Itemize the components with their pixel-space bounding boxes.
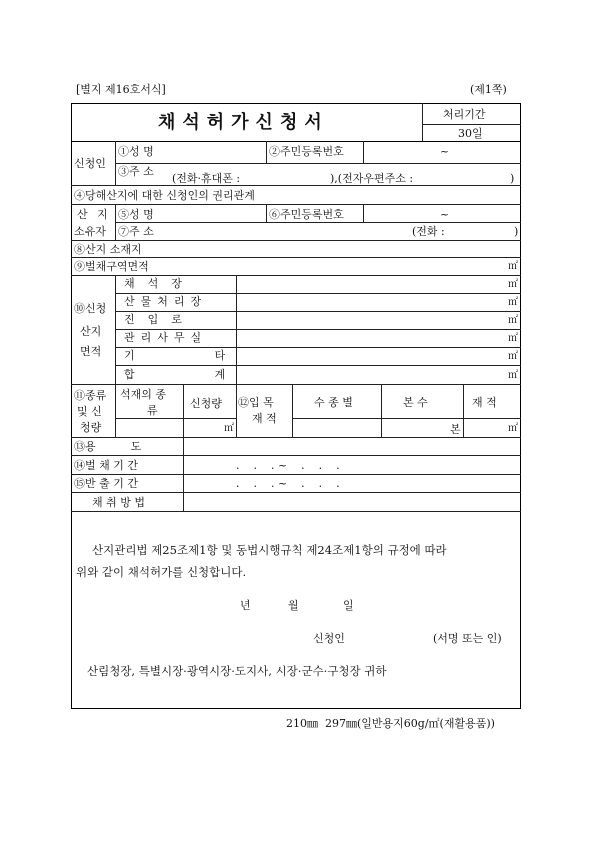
owner-address-label: ⑦주 소 bbox=[118, 225, 154, 238]
carry-period-value: . . . ~ . . . bbox=[236, 477, 340, 490]
area-item-processing: 산물처리장 bbox=[124, 295, 208, 308]
stone-amount-unit: ㎡ bbox=[224, 423, 234, 434]
owner-close-paren: ) bbox=[514, 225, 519, 238]
owner-phone-label: (전화 : bbox=[412, 225, 445, 238]
addressee: 산림청장, 특별시장·광역시장·도지사, 시장·군수·구청장 귀하 bbox=[87, 664, 387, 678]
signer-label: 신청인 bbox=[313, 632, 345, 645]
stone-amount-header: 신청량 bbox=[190, 397, 222, 410]
processing-divider bbox=[422, 124, 521, 125]
processing-period-value: 30일 bbox=[458, 127, 483, 140]
date-day: 일 bbox=[343, 599, 354, 612]
processing-period-label: 처리기간 bbox=[443, 108, 486, 121]
applicant-rrn-label: ②주민등록번호 bbox=[269, 145, 344, 158]
applicant-email-label: ),(전자우편주소 : bbox=[330, 172, 414, 185]
date-year: 년 bbox=[240, 599, 251, 612]
applied-area-label-3: 면적 bbox=[80, 345, 102, 358]
statement-line-1: 산지관리법 제25조제1항 및 동법시행규칙 제24조제1항의 규정에 따라 bbox=[92, 543, 447, 557]
applied-area-label-1: ⑩신청 bbox=[74, 302, 107, 315]
owner-label-2: 소유자 bbox=[74, 225, 106, 238]
stone-label-2: 및 신 bbox=[77, 405, 102, 418]
harvest-period-label: ⑭벌 채 기 간 bbox=[74, 459, 138, 472]
applicant-label: 신청인 bbox=[74, 157, 106, 170]
page-number: (제1쪽) bbox=[470, 83, 507, 96]
owner-rrn-label: ⑥주민등록번호 bbox=[269, 208, 344, 221]
trees-label-2: 재 적 bbox=[252, 412, 277, 425]
signer-signature-note: (서명 또는 인) bbox=[433, 632, 502, 645]
use-label: ⑬용 도 bbox=[74, 440, 142, 453]
quarry-unit: ㎡ bbox=[508, 279, 518, 290]
paper-spec-footer: 210㎜ 297㎜(일반용지60g/㎡(재활용품)) bbox=[286, 717, 495, 730]
applicant-phone-label: (전화·휴대폰 : bbox=[172, 172, 241, 185]
location-label: ⑧산지 소재지 bbox=[74, 243, 142, 256]
volume-unit: ㎡ bbox=[508, 423, 518, 434]
date-month: 월 bbox=[288, 599, 299, 612]
area-item-total: 합계 bbox=[124, 368, 306, 381]
trees-label-1: ⑫입 목 bbox=[238, 396, 274, 409]
applicant-name-label: ①성 명 bbox=[118, 145, 154, 158]
owner-rrn-separator: ~ bbox=[440, 208, 450, 221]
carry-period-label: ⑮반 출 기 간 bbox=[74, 477, 138, 490]
area-unit: ㎡ bbox=[508, 261, 518, 272]
harvest-period-value: . . . ~ . . . bbox=[236, 459, 340, 472]
owner-label-1: 산 지 bbox=[77, 208, 111, 221]
area-label: ⑨벌채구역면적 bbox=[74, 260, 149, 273]
applied-area-label-2: 산지 bbox=[80, 325, 102, 338]
owner-name-label: ⑤성 명 bbox=[118, 208, 154, 221]
stone-type-header-1: 석재의 종 bbox=[120, 388, 167, 401]
area-item-access-road: 진입로 bbox=[124, 313, 195, 326]
applicant-rrn-separator: ~ bbox=[440, 145, 450, 158]
title-divider bbox=[71, 141, 521, 142]
species-header: 수 종 별 bbox=[314, 396, 353, 409]
form-reference: [별지 제16호서식] bbox=[76, 83, 166, 96]
count-unit: 본 bbox=[450, 423, 461, 436]
other-unit: ㎡ bbox=[508, 351, 518, 362]
office-unit: ㎡ bbox=[508, 333, 518, 344]
stone-label-3: 청량 bbox=[80, 421, 102, 434]
volume-header: 재 적 bbox=[472, 396, 497, 409]
stone-label-1: ⑪종류 bbox=[74, 389, 107, 402]
form-title: 채석허가신청서 bbox=[158, 112, 329, 133]
count-header: 본 수 bbox=[403, 396, 428, 409]
total-unit: ㎡ bbox=[508, 370, 518, 381]
area-item-office: 관리사무실 bbox=[124, 331, 208, 344]
applicant-address-label: ③주 소 bbox=[118, 165, 154, 178]
area-item-quarry: 채석장 bbox=[124, 277, 195, 290]
stone-type-header-2: 류 bbox=[147, 404, 158, 417]
road-unit: ㎡ bbox=[508, 315, 518, 326]
method-label: 채 취 방 법 bbox=[92, 496, 145, 509]
statement-line-2: 위와 같이 채석허가를 신청합니다. bbox=[76, 565, 247, 579]
processing-unit: ㎡ bbox=[508, 297, 518, 308]
rights-label: ④당해산지에 대한 신청인의 권리관계 bbox=[74, 189, 255, 202]
applicant-close-paren: ) bbox=[510, 172, 515, 185]
area-item-other: 기타 bbox=[124, 349, 306, 362]
